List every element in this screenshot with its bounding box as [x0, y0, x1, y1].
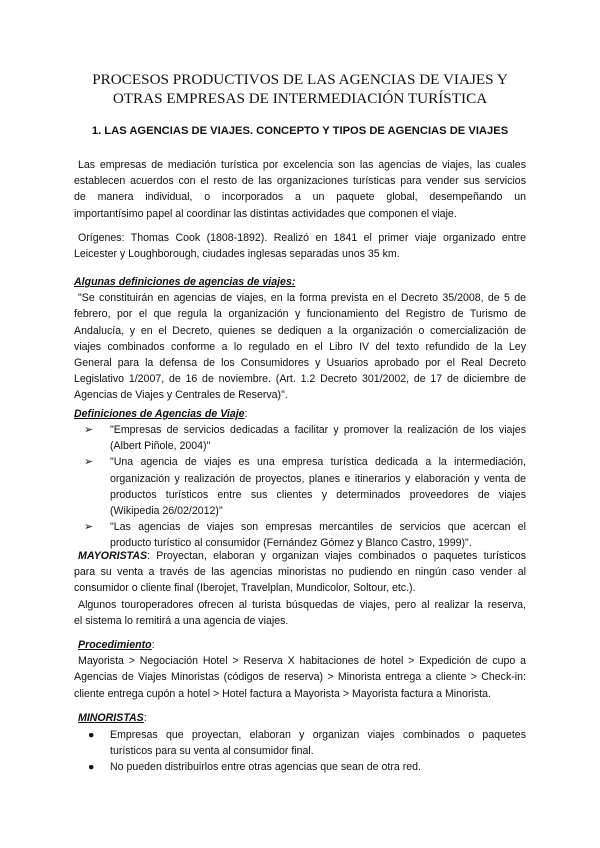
list-item	[78, 759, 526, 775]
procedimiento-colon: :	[151, 639, 155, 651]
list-item	[78, 454, 526, 519]
list-item-line: (Albert Piñole, 2004)"	[110, 440, 211, 453]
origins-paragraph	[74, 230, 526, 262]
intro-line: establecen acuerdos con el resto de las organizaciones turísticas para vender sus servicios	[74, 175, 526, 188]
list-item-line: producto turístico al consumidor (Fernández Gómez y Blanco Castro, 1999)".	[110, 537, 472, 550]
mayoristas-line: para su venta a través de las agencias minoristas no pudiendo en ningún caso vender al	[74, 566, 526, 579]
origins-line: Leicester y Loughborough, ciudades inglesas separadas unos 35 km.	[74, 248, 400, 261]
list-item-line: productos turísticos entre sus clientes y determinados proveedores de viajes	[110, 488, 526, 501]
list-item-line: "Empresas de servicios dedicadas a facilitar y promover la realización de los viajes	[110, 424, 526, 436]
intro-line: Las empresas de mediación turística por excelencia son las agencias de viajes, las cuales	[78, 159, 526, 171]
arrow-bullet-icon: ➢	[84, 456, 94, 469]
list-item-text	[110, 759, 526, 775]
minoristas-colon: :	[143, 712, 147, 724]
procedimiento-heading-line	[74, 637, 526, 653]
list-item-text	[110, 727, 526, 759]
procedimiento-line: Mayorista > Negociación Hotel > Reserva X habitaciones de hotel > Expedición de cupo a	[78, 655, 526, 668]
definition-line: "Se constituirán en agencias de viajes, en la forma prevista en el Decreto 35/2008, de 5 de	[78, 292, 526, 305]
minoristas-heading-row	[74, 710, 526, 726]
bullet-dot-icon: ●	[88, 729, 95, 741]
list-item-line: turísticos para su venta al consumidor final.	[110, 745, 314, 758]
list-item-line: "Una agencia de viajes es una empresa turística dedicada a la intermediación,	[110, 456, 526, 469]
mayoristas-paragraph	[74, 548, 526, 629]
intro-line: de manera individual, o incorporados a un paquete global, desempeñando un	[74, 191, 526, 204]
agency-defs-heading-line	[74, 406, 526, 422]
list-item	[78, 519, 526, 551]
bullet-dot-icon: ●	[88, 761, 95, 774]
procedimiento-line: Agencias de Viajes Minoristas (códigos de reserva) > Minorista entrega a cliente > Check-in:	[74, 671, 526, 684]
list-item-text	[110, 519, 526, 551]
agency-defs-list	[78, 422, 526, 552]
intro-line: importantísimo papel al coordinar las distintas actividades que componen el viaje.	[74, 207, 457, 220]
minoristas-heading: MINORISTAS	[78, 712, 144, 724]
definitions-heading: Algunas definiciones de agencias de viajes:	[74, 276, 296, 288]
arrow-bullet-icon: ➢	[84, 424, 94, 436]
agency-defs-heading-row	[74, 406, 526, 422]
list-item-line: No pueden distribuirlos entre otras agencias que sean de otra red.	[110, 761, 421, 774]
procedimiento-heading: Procedimiento	[78, 639, 152, 651]
minoristas-list	[78, 727, 526, 776]
list-item-line: "Las agencias de viajes son empresas mercantiles de servicios que acercan el	[110, 521, 526, 534]
procedimiento-line: cliente entrega cupón a hotel > Hotel factura a Mayorista > Mayorista factura a Minorista.	[74, 687, 491, 700]
agency-defs-heading: Definiciones de Agencias de Viaje	[74, 408, 245, 420]
document-title	[74, 70, 526, 108]
list-item-text	[110, 422, 526, 454]
mayoristas-text: : Proyectan, elaboran y organizan viajes combinados o paquetes turísticos	[147, 550, 526, 562]
list-item-line: Empresas que proyectan, elaboran y organizan viajes combinados o paquetes	[110, 729, 526, 741]
title-line-1: PROCESOS PRODUCTIVOS DE LAS AGENCIAS DE VIAJES Y	[92, 71, 508, 88]
mayoristas-line: consumidor o cliente final (Iberojet, Travelplan, Mundicolor, Soltour, etc.).	[74, 582, 416, 595]
list-item-line: organización y realización de proyectos, planes e itinerarios y elaboración y venta de	[110, 472, 526, 485]
procedimiento-section	[74, 637, 526, 702]
list-item-line: (Wikipedia 26/02/2012)"	[110, 505, 223, 518]
definitions-section	[74, 274, 526, 404]
definition-line: viajes combinados conforme a lo regulado en el Libro IV del texto refundido de la Ley	[74, 340, 526, 353]
definition-line: Andalucía, y en el Decreto, quienes se dediquen a la organización o comercialización de	[74, 324, 526, 337]
definition-line: febrero, por el que regula la organización y funcionamiento del Registro de Turismo de	[74, 308, 526, 321]
section-heading: 1. LAS AGENCIAS DE VIAJES. CONCEPTO Y TIPOS DE AGENCIAS DE VIAJES	[91, 125, 509, 137]
mayoristas-first-line	[74, 548, 526, 564]
title-line-2: OTRAS EMPRESAS DE INTERMEDIACIÓN TURÍSTICA	[112, 90, 488, 107]
origins-line: Orígenes: Thomas Cook (1808-1892). Realizó en 1841 el primer viaje organizado entre	[78, 232, 526, 244]
mayoristas-line: Algunos touroperadores ofrecen al turista búsquedas de viajes, pero al realizar la reserva,	[78, 598, 526, 611]
definitions-heading-line	[74, 274, 526, 290]
list-item	[78, 422, 526, 454]
definition-line: Legislativo 1/2007, de 16 de noviembre. (Art. 1.2 Decreto 301/2002, de 17 de diciembre de	[74, 373, 526, 386]
definition-line: Agencias de Viajes y Centrales de Reserva)".	[74, 389, 288, 402]
arrow-bullet-icon: ➢	[84, 521, 94, 534]
definition-line: General para la defensa de los Consumidores y Usuarios aprobado por el Real Decreto	[74, 357, 526, 370]
minoristas-heading-line	[74, 710, 526, 726]
agency-defs-colon: :	[244, 408, 248, 420]
intro-paragraph	[74, 157, 526, 222]
mayoristas-line: el sistema lo remitirá a una agencia de viajes.	[74, 614, 289, 627]
list-item	[78, 727, 526, 759]
list-item-text	[110, 454, 526, 519]
mayoristas-label: MAYORISTAS	[78, 550, 148, 562]
